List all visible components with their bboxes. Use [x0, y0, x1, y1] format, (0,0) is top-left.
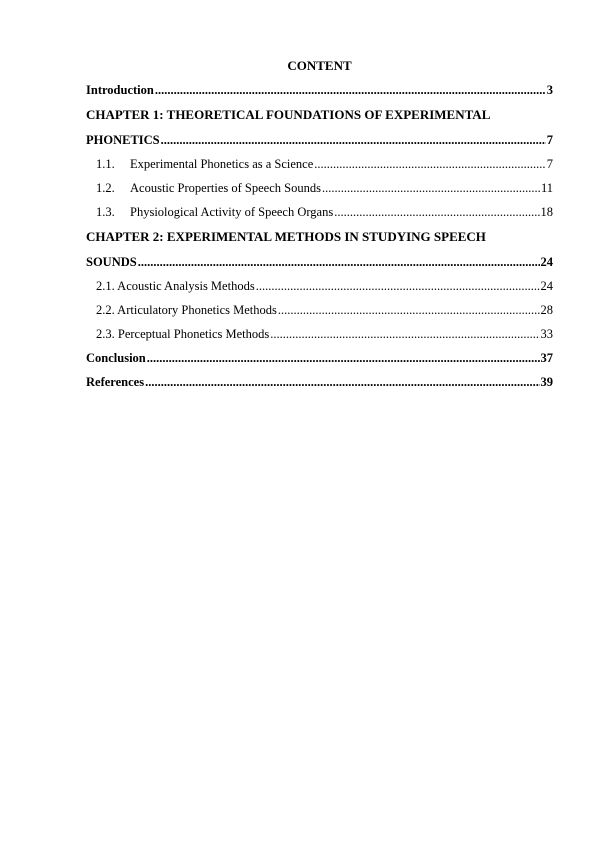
toc-entry-label: Experimental Phonetics as a Science: [130, 157, 314, 171]
toc-page-number: 24: [540, 255, 553, 269]
toc-entry-label: SOUNDS: [86, 255, 137, 269]
toc-entry-section-2-3[interactable]: [86, 322, 553, 346]
toc-title: CONTENT: [287, 58, 352, 73]
toc-page-number: 39: [540, 375, 553, 389]
dot-leader: [155, 78, 546, 102]
toc-entry-label: Conclusion: [86, 351, 146, 365]
toc-entry-label: Acoustic Properties of Speech Sounds: [130, 181, 321, 195]
dot-leader: [138, 250, 540, 274]
dot-leader: [147, 346, 540, 370]
toc-entry-section-1-3[interactable]: [86, 200, 553, 224]
dot-leader: [256, 274, 540, 298]
toc-entry-label: PHONETICS: [86, 133, 160, 147]
toc-entry-label: Introduction: [86, 83, 154, 97]
dot-leader: [314, 152, 545, 176]
toc-entry-label: 2.1. Acoustic Analysis Methods: [96, 279, 255, 293]
toc-section-number: 1.1.: [96, 157, 115, 171]
toc-page-number: 33: [540, 327, 553, 341]
toc-chapter2-heading: CHAPTER 2: EXPERIMENTAL METHODS IN STUDYING SPEECH: [86, 229, 486, 244]
toc-entry-chapter1[interactable]: [86, 128, 553, 152]
dot-leader: [278, 298, 540, 322]
toc-entry-label: 2.2. Articulatory Phonetics Methods: [96, 303, 277, 317]
dot-leader: [161, 128, 546, 152]
dot-leader: [270, 322, 539, 346]
toc-entry-label: Physiological Activity of Speech Organs: [130, 205, 334, 219]
toc-section-number: 1.3.: [96, 205, 115, 219]
toc-page-number: 18: [540, 205, 553, 219]
dot-leader: [334, 200, 539, 224]
table-of-contents: [86, 56, 553, 394]
dot-leader: [322, 176, 540, 200]
toc-entry-section-2-2[interactable]: [86, 298, 553, 322]
dot-leader: [145, 370, 539, 394]
toc-page-number: 3: [546, 83, 553, 97]
toc-entry-references[interactable]: [86, 370, 553, 394]
toc-entry-section-2-1[interactable]: [86, 274, 553, 298]
toc-page-number: 28: [540, 303, 553, 317]
toc-chapter1-heading: CHAPTER 1: THEORETICAL FOUNDATIONS OF EXPERIMENTAL: [86, 107, 491, 122]
toc-page-number: 11: [540, 181, 553, 195]
toc-page-number: 7: [546, 133, 553, 147]
toc-page-number: 24: [540, 279, 553, 293]
toc-page-number: 37: [540, 351, 553, 365]
toc-entry-conclusion[interactable]: [86, 346, 553, 370]
toc-entry-section-1-2[interactable]: [86, 176, 553, 200]
toc-page-number: 7: [546, 157, 553, 171]
toc-entry-section-1-1[interactable]: [86, 152, 553, 176]
toc-entry-chapter2[interactable]: [86, 250, 553, 274]
toc-entry-introduction[interactable]: [86, 78, 553, 102]
toc-section-number: 1.2.: [96, 181, 115, 195]
toc-entry-label: References: [86, 375, 145, 389]
toc-entry-label: 2.3. Perceptual Phonetics Methods: [96, 327, 270, 341]
